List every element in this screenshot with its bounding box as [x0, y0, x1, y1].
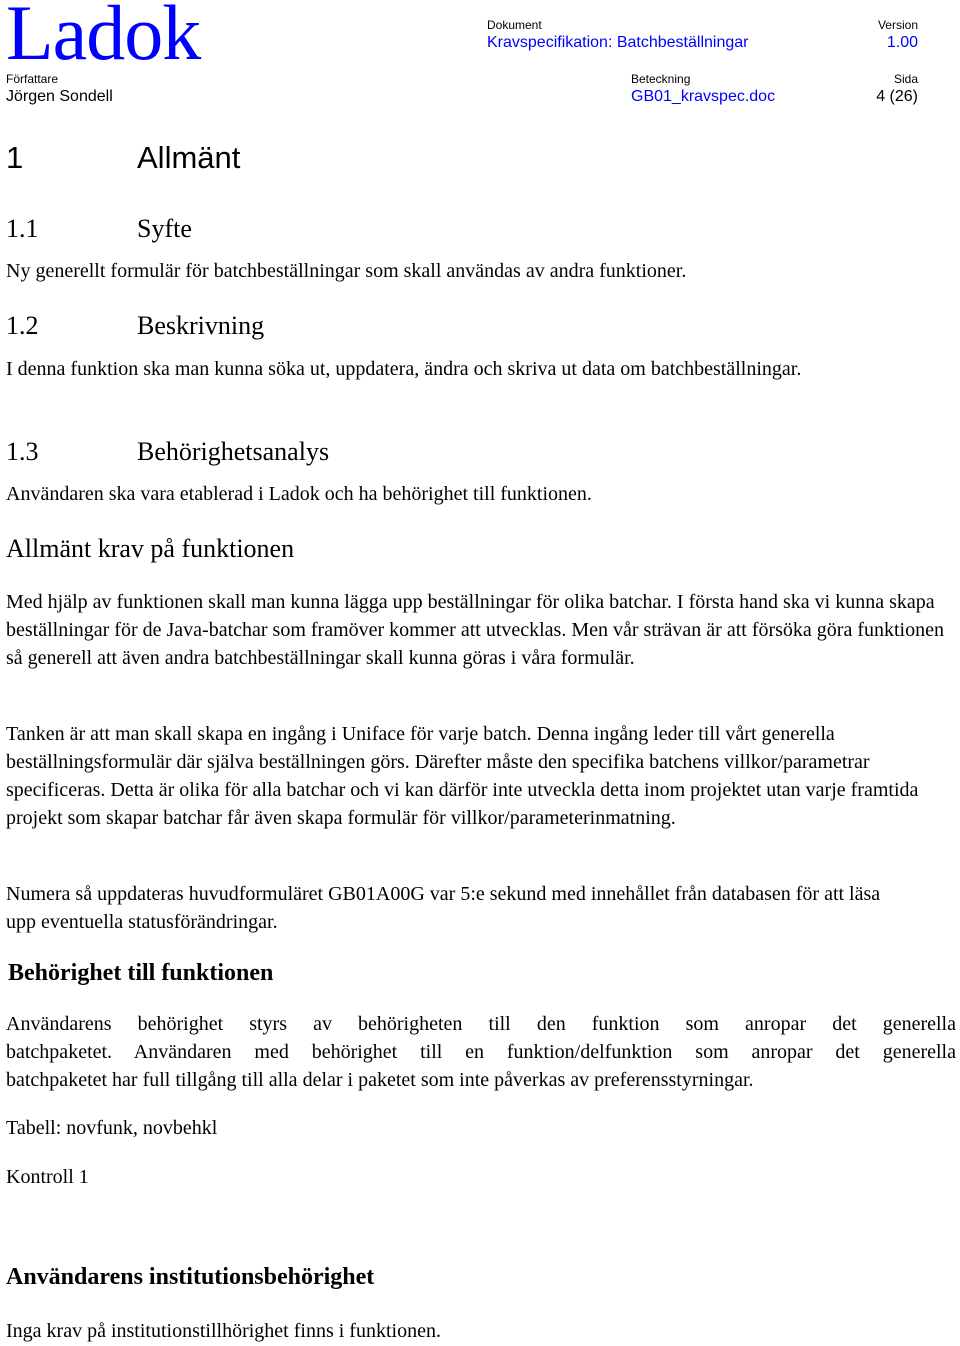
- syfte-text: Ny generellt formulär för batchbeställningar som skall användas av andra funktioner.: [6, 260, 687, 282]
- version-value: 1.00: [886, 34, 918, 51]
- krav-heading: Allmänt krav på funktionen: [6, 534, 295, 563]
- dokument-value: Kravspecifikation: Batchbeställningar: [487, 34, 749, 51]
- heading-1-1-title: Syfte: [137, 214, 192, 243]
- behorighet-line-1: Användarens behörighet styrs av behörigheten till den funktion som anropar det generella: [6, 1013, 956, 1035]
- sida-value: 4 (26): [876, 88, 918, 105]
- behorighet-heading: Behörighet till funktionen: [8, 960, 274, 986]
- ladok-logo: Ladok: [6, 0, 201, 76]
- forfattare-value: Jörgen Sondell: [6, 88, 113, 105]
- beteckning-value: GB01_kravspec.doc: [631, 88, 776, 105]
- heading-1-3-title: Behörighetsanalys: [137, 437, 330, 466]
- heading-1-number: 1: [6, 140, 24, 175]
- heading-1-2-title: Beskrivning: [137, 311, 265, 340]
- krav-paragraph-1: Med hjälp av funktionen skall man kunna lägga upp beställningar för olika batchar. I första hand ska vi kunna skapa beställningar för de Java-batchar som framöver kommer att utvecklas. Men vår strävan är att försöka göra funktionen så generell att även andra batchbeställningar skall kunna göras i våra formulär.: [6, 591, 944, 669]
- heading-1-2-number: 1.2: [6, 311, 39, 340]
- tabell-text: Tabell: novfunk, novbehkl: [6, 1117, 218, 1139]
- behorighetsanalys-text: Användaren ska vara etablerad i Ladok och ha behörighet till funktionen.: [6, 483, 592, 505]
- heading-1-title: Allmänt: [137, 140, 241, 175]
- institution-heading: Användarens institutionsbehörighet: [6, 1264, 375, 1290]
- sida-label: Sida: [893, 72, 918, 86]
- heading-1-1-number: 1.1: [6, 214, 39, 243]
- behorighet-line-3: batchpaketet har full tillgång till alla delar i paketet som inte påverkas av preferensstyrningar.: [6, 1069, 754, 1091]
- beskrivning-text: I denna funktion ska man kunna söka ut, uppdatera, ändra och skriva ut data om batchbeställningar.: [6, 358, 802, 380]
- heading-1-3-number: 1.3: [6, 437, 39, 466]
- kontroll-text: Kontroll 1: [6, 1166, 89, 1188]
- forfattare-label: Författare: [6, 72, 59, 86]
- behorighet-line-2: batchpaketet. Användaren med behörighet till en funktion/delfunktion som anropar det generella: [6, 1041, 956, 1063]
- krav-paragraph-3: Numera så uppdateras huvudformuläret GB01A00G var 5:e sekund med innehållet från databasen för att läsa upp eventuella statusförändringar.: [6, 883, 881, 933]
- dokument-label: Dokument: [487, 18, 542, 32]
- institution-text: Inga krav på institutionstillhörighet finns i funktionen.: [6, 1320, 441, 1342]
- behorighet-paragraph: [6, 1010, 956, 1094]
- beteckning-label: Beteckning: [631, 72, 691, 86]
- version-label: Version: [877, 18, 918, 32]
- krav-paragraph-2: Tanken är att man skall skapa en ingång i Uniface för varje batch. Denna ingång leder till vårt generella beställningsformulär där själva beställningen görs. Därefter måste den specifika batchens villkor/parametrar specificeras. Detta är olika för alla batchar och vi kan därför inte utveckla detta inom projektet utan varje framtida projekt som skapar batchar får även skapa formulär för villkor/parameterinmatning.: [6, 723, 919, 829]
